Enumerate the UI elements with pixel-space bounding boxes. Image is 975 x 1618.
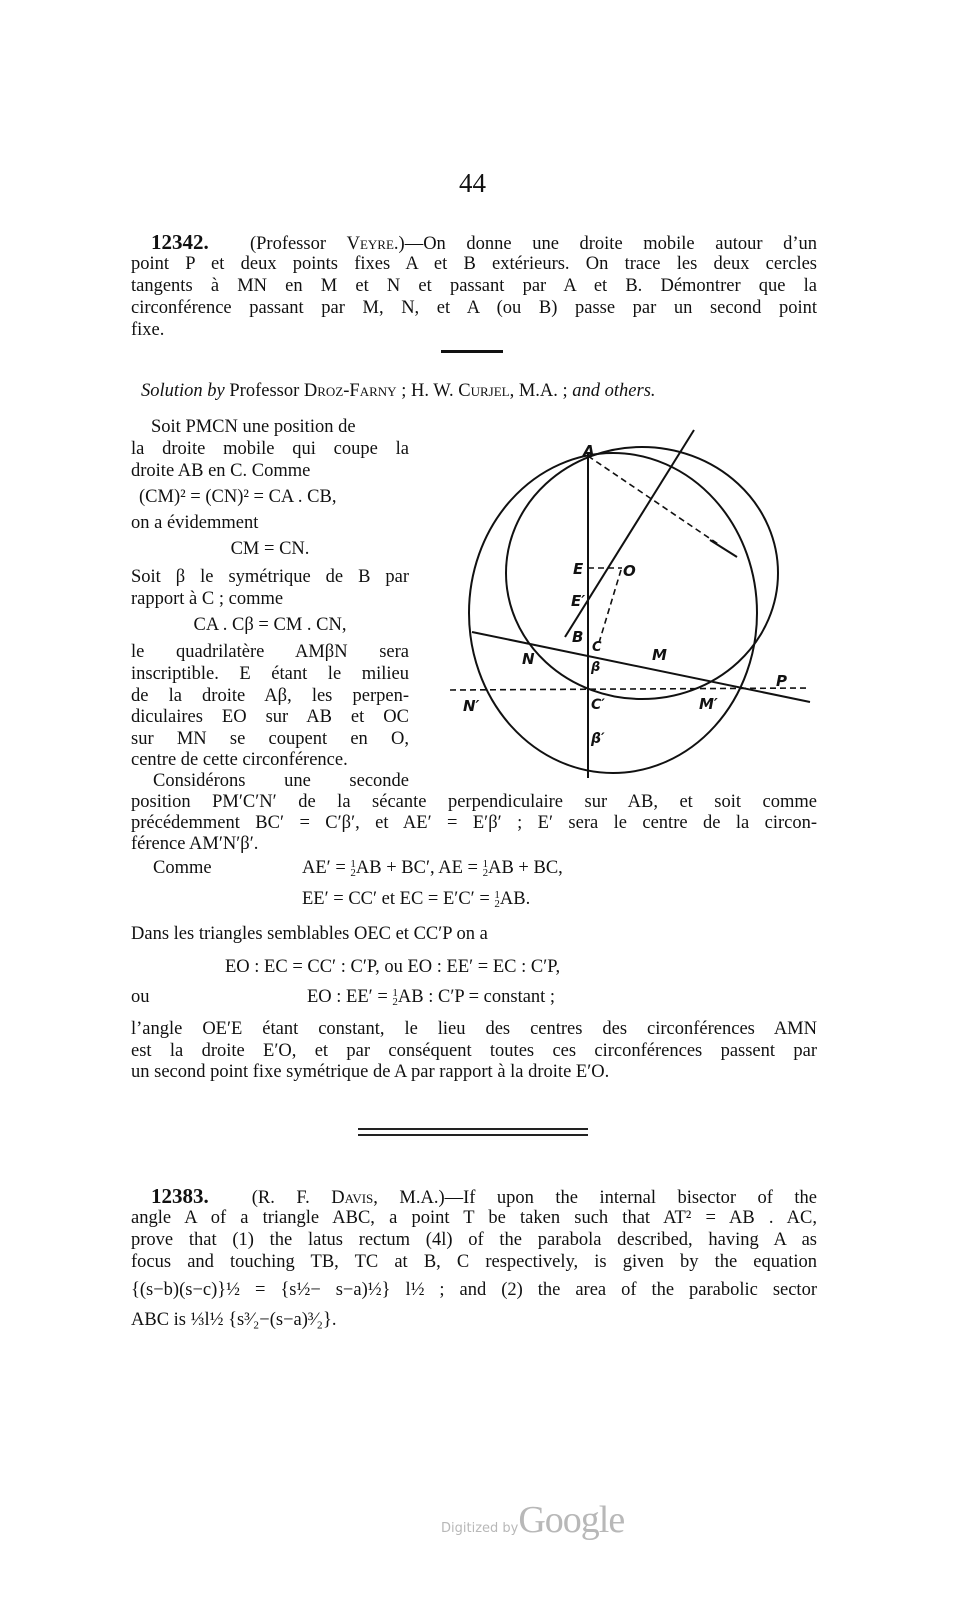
label-e-prime: E′ — [571, 592, 586, 610]
problem1-line-3: tangents à MN en M et N et passant par A et B. Démontrer que la — [131, 276, 817, 296]
left-line-14: sur MN se coupent en O, — [131, 729, 409, 749]
eq1-part-c: AB + BC, — [488, 858, 563, 878]
eq2-part-a: EE′ = CC′ et EC = E′C′ = — [302, 889, 495, 909]
eq4-part-a: EO : EE′ = — [307, 987, 393, 1007]
problem2-line-1 — [131, 1186, 817, 1210]
label-beta: β — [591, 660, 601, 675]
conclusion-line-1: l’angle OE′E étant constant, le lieu des centres des circonférences AMN — [131, 1019, 817, 1039]
section-divider — [441, 350, 503, 353]
left-line-5: on a évidemment — [131, 513, 259, 533]
conclusion-line-3: un second point fixe symétrique de A par rapport à la droite E′O. — [131, 1062, 610, 1082]
geometry-figure — [430, 420, 830, 785]
label-n: N — [522, 650, 535, 668]
left-line-12: de la droite Aβ, les perpen- — [131, 686, 409, 706]
half-fraction: 1 2 — [494, 888, 500, 910]
label-o: O — [623, 562, 636, 580]
equation-eo-ec: EO : EC = CC′ : C′P, ou EO : EE′ = EC : C′P, — [225, 957, 561, 977]
conclusion-line-2: est la droite E′O, et par conséquent toutes ces circonférences passent par — [131, 1041, 817, 1061]
digitized-by-google-watermark — [441, 1498, 624, 1542]
solution-header — [141, 381, 821, 403]
label-m-prime: M′ — [699, 695, 718, 713]
label-e: E — [573, 560, 584, 578]
solution-prof: Professor — [224, 381, 304, 401]
problem1-line-1 — [131, 232, 817, 256]
full-line-1: position PM′C′N′ de la sécante perpendiculaire sur AB, et soit comme — [131, 792, 817, 812]
double-rule-bottom — [358, 1134, 588, 1136]
left-line-7: Soit β le symétrique de B par — [131, 567, 409, 587]
left-line-16: Considérons une seconde — [153, 771, 409, 791]
problem2-line-5: {(s−b)(s−c)}½ = {s½− s−a)½} l½ ; and (2) the area of the parabolic sector — [131, 1280, 817, 1300]
ou-label: ou — [131, 987, 150, 1007]
problem1-line-2: point P et deux points fixes A et B extérieurs. On trace les deux cercles — [131, 254, 817, 274]
left-line-13: diculaires EO sur AB et OC — [131, 707, 409, 727]
problem2-line-2: angle A of a triangle ABC, a point T be taken such that AT² = AB . AC, — [131, 1208, 817, 1228]
label-c-prime: C′ — [591, 697, 605, 713]
solution-author1: Droz-Farny — [303, 381, 397, 401]
watermark-small: Digitized by — [441, 1521, 519, 1536]
dans-line: Dans les triangles semblables OEC et CC′P on a — [131, 924, 488, 944]
left-line-15: centre de cette circonférence. — [131, 750, 348, 770]
half-fraction: 1 2 — [350, 857, 356, 879]
problem1-line-4: circonférence passant par M, N, et A (ou B) passe par un second point — [131, 298, 817, 318]
eq1-part-a: AE′ = — [302, 858, 351, 878]
comme-label: Comme — [153, 858, 212, 878]
solution-sep: ; H. W. — [396, 381, 459, 401]
eq2-part-b: AB. — [499, 889, 531, 909]
solution-author2: Curjel — [458, 381, 510, 401]
left-eq-1: (CM)² = (CN)² = CA . CB, — [139, 487, 337, 507]
left-line-8: rapport à C ; comme — [131, 589, 284, 609]
label-beta-prime: β′ — [591, 731, 605, 747]
watermark-google: Google — [518, 1499, 625, 1541]
problem1-author-close: .)—On donne une droite mobile autour d’un — [393, 234, 818, 254]
problem2-number: 12383. — [151, 1184, 209, 1208]
eq4-part-b: AB : C′P = constant ; — [397, 987, 556, 1007]
solution-by: Solution by — [141, 381, 225, 401]
left-line-3: droite AB en C. Comme — [131, 461, 311, 481]
full-line-3: férence AM′N′β′. — [131, 834, 259, 854]
problem2-line-4: focus and touching TB, TC at B, C respectively, is given by the equation — [131, 1252, 817, 1272]
left-line-11: inscriptible. E étant le milieu — [131, 664, 409, 684]
problem1-author: Veyre — [346, 234, 394, 254]
equation-ae — [302, 858, 702, 880]
problem1-author-open: (Professor — [249, 234, 347, 254]
equation-constant — [307, 987, 707, 1009]
problem2-author-open: (R. F. — [251, 1188, 332, 1208]
label-b: B — [572, 628, 584, 646]
page-number: 44 — [459, 168, 486, 198]
label-c: C — [592, 640, 602, 655]
solution-degree: , M.A. ; — [509, 381, 573, 401]
solution-others: and others. — [572, 381, 656, 401]
problem1-number: 12342. — [151, 230, 209, 254]
dashed-secant-pm-c-n — [450, 688, 810, 690]
equation-ee — [302, 889, 702, 911]
dashed-oc — [598, 570, 621, 646]
left-eq-2: CM = CN. — [230, 539, 310, 559]
small-circle — [506, 447, 778, 699]
tangent-line — [710, 540, 737, 557]
eq1-part-b: AB + BC′, AE = — [355, 858, 483, 878]
problem2-author: Davis — [331, 1188, 374, 1208]
left-eq-3: CA . Cβ = CM . CN, — [193, 615, 347, 635]
half-fraction: 1 2 — [482, 857, 489, 879]
label-m: M — [652, 646, 667, 664]
label-a: A — [583, 442, 595, 460]
left-line-2: la droite mobile qui coupe la — [131, 439, 409, 459]
problem2-line-3: prove that (1) the latus rectum (4l) of the parabola described, having A as — [131, 1230, 817, 1250]
left-line-1: Soit PMCN une position de — [151, 417, 356, 437]
left-line-10: le quadrilatère AMβN sera — [131, 642, 409, 662]
full-line-2: précédemment BC′ = C′β′, et AE′ = E′β′ ; E′ sera le centre de la circon- — [131, 813, 817, 833]
double-rule-top — [358, 1128, 588, 1130]
problem2-author-close: , M.A.)—If upon the internal bisector of the — [373, 1188, 817, 1208]
label-p: P — [776, 672, 787, 690]
half-fraction: 1 2 — [392, 986, 398, 1008]
label-n-prime: N′ — [463, 697, 480, 715]
problem2-line-6: ABC is ⅓l½ {s³⁄₂−(s−a)³⁄₂}. — [131, 1310, 337, 1330]
problem1-line-5: fixe. — [131, 320, 165, 340]
dashed-a-chord — [588, 456, 718, 544]
